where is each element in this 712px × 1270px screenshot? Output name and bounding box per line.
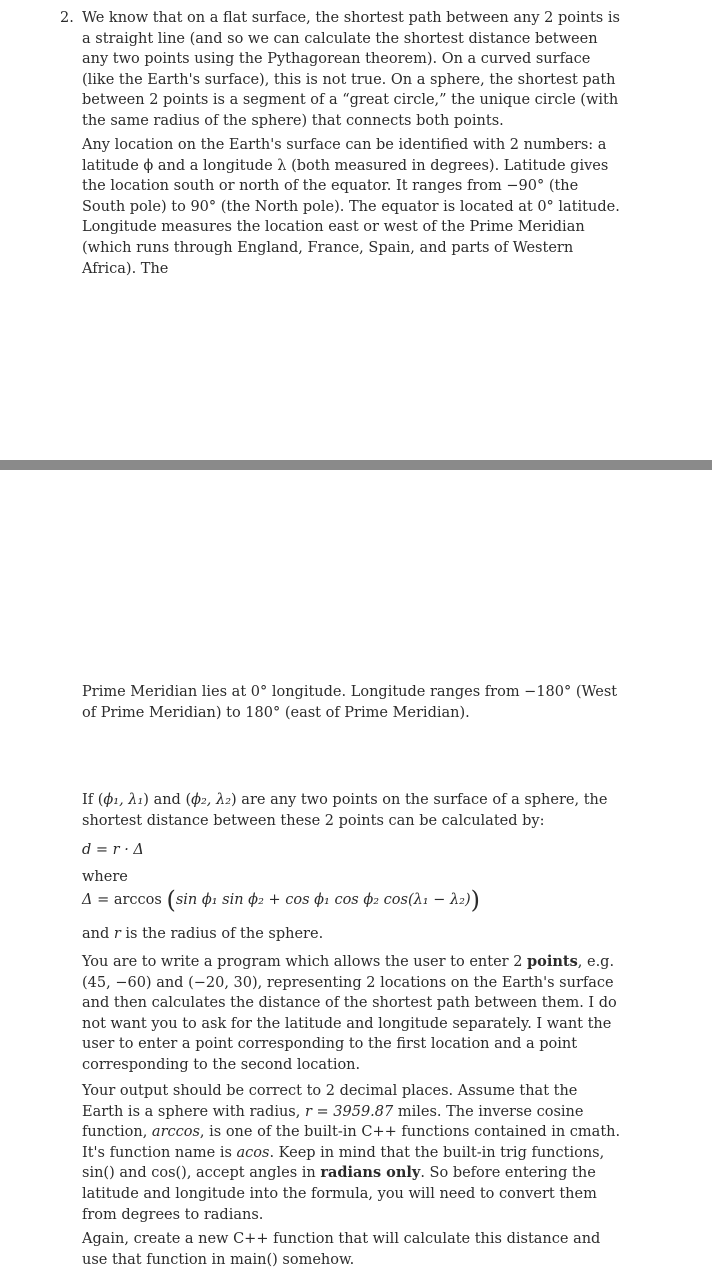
item-number: 2. [60, 10, 74, 26]
paragraph-create-function: Again, create a new C++ function that will calculate this distance and use that function in main() somehow. [82, 1231, 601, 1268]
page-top [0, 0, 712, 460]
paragraph-lat-long: Any location on the Earth's surface can be identified with 2 numbers: a latitude ϕ and a longitude λ (both measured in degrees). Latitude gives the location south or north of the equator. It ranges from −90° (the South pole) to 90° (the North pole). The equator is located at 0° latitude. Longitude measures the location east or west of the Prime Meridian (which runs through England, France, Spain, and parts of Western Africa). The [82, 137, 620, 277]
page-bottom [0, 470, 712, 1266]
paragraph-prime-meridian: Prime Meridian lies at 0° longitude. Longitude ranges from −180° (West of Prime Meridian) to 180° (east of Prime Meridian). [82, 684, 618, 721]
where-label: where [82, 869, 128, 885]
paragraph-program-task: You are to write a program which allows the user to enter 2 points, e.g. (45, −60) and (−20, 30), representing 2 locations on the Earth's surface and then calculates the distance of the shortest path between them. I do not want you to ask for the latitude and longitude separately. I want the user to enter a point corresponding to the first location and a point corresponding to the second location. [82, 953, 617, 1073]
paragraph-two-points: If (ϕ₁, λ₁) and (ϕ₂, λ₂) are any two points on the surface of a sphere, the shortest distance between these 2 points can be calculated by: [82, 792, 608, 829]
paragraph-great-circle: We know that on a flat surface, the shortest path between any 2 points is a straight line (and so we can calculate the shortest distance between any two points using the Pythagorean theorem). On a curved surface (like the Earth's surface), this is not true. On a sphere, the shortest path between 2 points is a segment of a “great circle,” the unique circle (with the same radius of the sphere) that connects both points. [82, 10, 620, 129]
equation-distance: d = r · Δ [82, 842, 144, 858]
radius-note: and r is the radius of the sphere. [82, 926, 324, 942]
equation-delta: Δ = arccos (sin ϕ₁ sin ϕ₂ + cos ϕ₁ cos ϕ₂ cos(λ₁ − λ₂)) [82, 886, 481, 914]
page-divider [0, 460, 712, 470]
paragraph-output-requirements: Your output should be correct to 2 decimal places. Assume that the Earth is a sphere with radius, r = 3959.87 miles. The inverse cosine function, arccos, is one of the built-in C++ functions contained in cmath. It's function name is acos. Keep in mind that the built-in trig functions, sin() and cos(), accept angles in radians only. So before entering the latitude and longitude into the formula, you will need to convert them from degrees to radians. [82, 1083, 621, 1223]
